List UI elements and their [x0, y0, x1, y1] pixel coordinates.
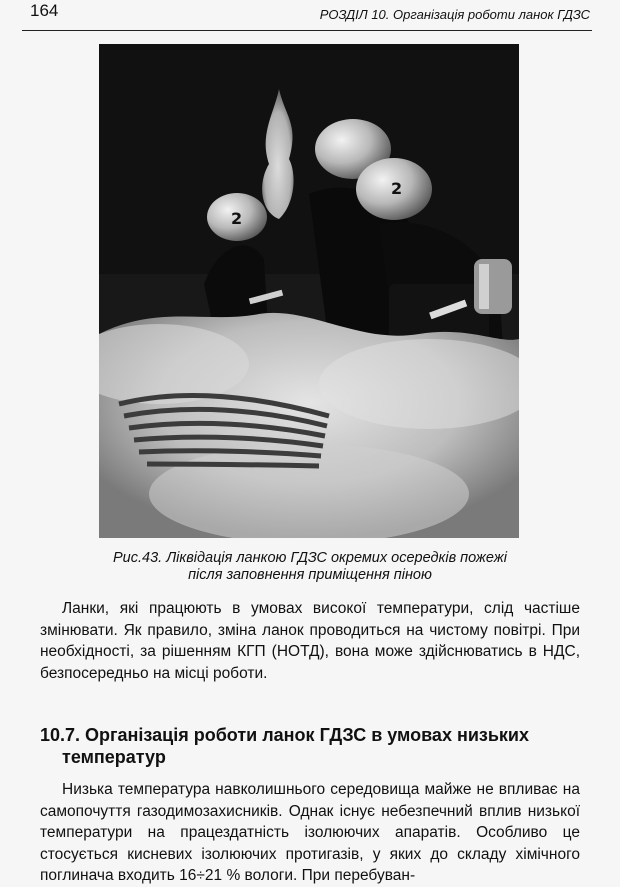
- page-header: [22, 0, 592, 31]
- helmet-label: 2: [231, 209, 243, 228]
- figure-caption: [60, 550, 560, 584]
- page-number: 164: [30, 1, 59, 20]
- caption-line: Рис.43. Ліквідація ланкою ГДЗС окремих осередків пожежі: [113, 550, 507, 566]
- firefighters-photo: [99, 44, 519, 538]
- running-head: РОЗДІЛ 10. Організація роботи ланок ГДЗС: [319, 7, 590, 22]
- body-paragraph: Ланки, які працюють в умовах високої температури, слід частіше змінювати. Як правило, зміна ланок проводиться на чистому повітрі. При необхідності, за рішенням КГП (НОТД), вона може здійснюватись в НДС, безпосередньо на місці роботи.: [40, 600, 580, 682]
- caption-line: після заповнення приміщення піною: [188, 567, 432, 583]
- helmet-label: 2: [391, 179, 403, 198]
- section-heading: 10.7. Організація роботи ланок ГДЗС в умовах низьких температур: [40, 725, 529, 767]
- body-paragraph: Низька температура навколишнього середовища майже не впливає на самопочуття газодимозахисників. Однак існує небезпечний вплив низької температури на працездатність ізолюючих апаратів. Особливо це стосується кисневих ізолюючих протигазів, у яких до складу хімічного поглинача входить 16÷21 % вологи. При перебуван-: [40, 781, 580, 884]
